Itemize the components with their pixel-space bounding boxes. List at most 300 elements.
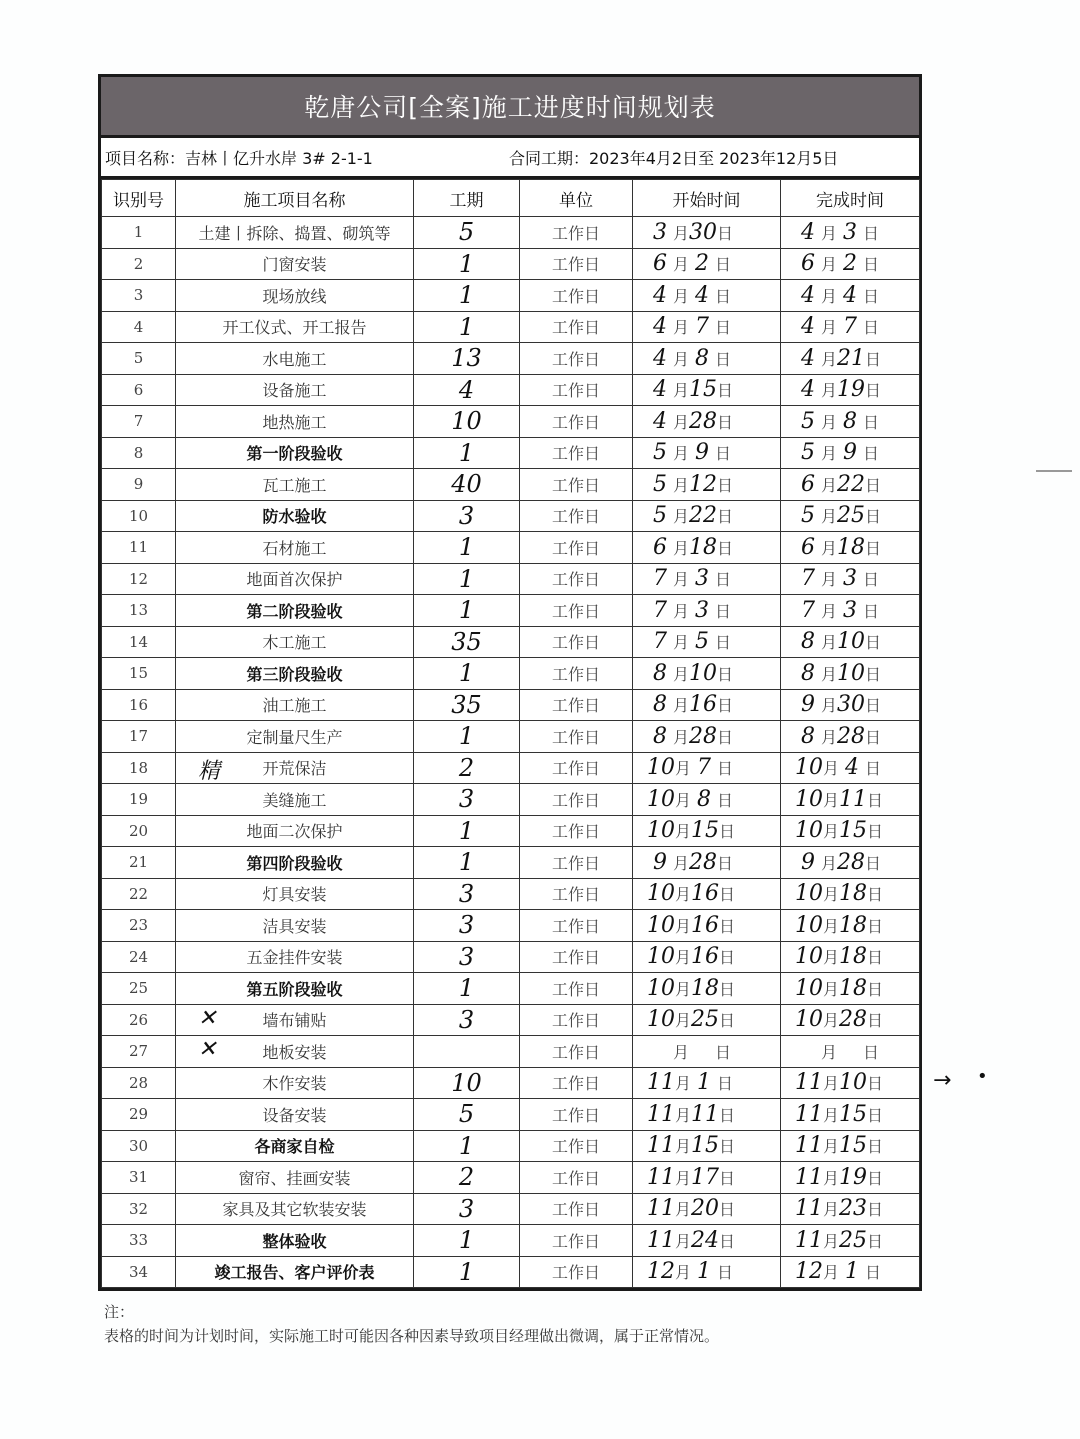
unit: 工作日 <box>520 1099 633 1131</box>
month-label: 月 <box>823 759 840 779</box>
end-date <box>781 1067 920 1099</box>
row-id: 13 <box>102 595 176 627</box>
day-label: 日 <box>717 475 734 495</box>
table-row <box>102 626 920 658</box>
task-name <box>176 1004 414 1036</box>
header-task-name: 施工项目名称 <box>176 180 414 217</box>
month-label: 月 <box>673 1042 690 1062</box>
table-row <box>102 1067 920 1099</box>
duration <box>414 1036 520 1068</box>
task-name-text: 地板安装 <box>262 1042 327 1062</box>
start-date <box>633 343 781 375</box>
table-row <box>102 248 920 280</box>
task-name <box>176 689 414 721</box>
end-date <box>781 563 920 595</box>
start-date-month: 7 <box>653 597 667 623</box>
start-date <box>633 1036 781 1068</box>
end-date-day: 9 <box>843 440 858 466</box>
task-name-text: 土建丨拆除、捣置、砌筑等 <box>198 223 391 243</box>
footnote-heading: 注： <box>104 1303 135 1321</box>
unit: 工作日 <box>520 815 633 847</box>
start-date-day: 5 <box>695 629 710 655</box>
month-label: 月 <box>823 1011 840 1031</box>
end-date-month: 11 <box>795 1196 823 1222</box>
month-label: 月 <box>823 790 840 810</box>
start-date <box>633 437 781 469</box>
month-label: 月 <box>823 979 840 999</box>
row-id: 19 <box>102 784 176 816</box>
day-label: 日 <box>863 570 880 590</box>
duration: 1 <box>414 847 520 879</box>
task-name-text: 石材施工 <box>262 538 327 558</box>
table-row <box>102 217 920 249</box>
month-label: 月 <box>673 444 690 464</box>
day-label: 日 <box>719 1200 736 1220</box>
task-name <box>176 1193 414 1225</box>
task-name <box>176 437 414 469</box>
task-name-text: 整体验收 <box>262 1231 327 1251</box>
start-date-month: 4 <box>653 408 667 434</box>
end-date-month: 8 <box>801 629 815 655</box>
duration: 3 <box>414 910 520 942</box>
end-date-day: 11 <box>839 786 868 812</box>
month-label: 月 <box>821 538 838 558</box>
end-date-month: 4 <box>801 314 815 340</box>
duration: 5 <box>414 1099 520 1131</box>
end-date-month: 10 <box>795 818 823 844</box>
end-date-month: 10 <box>795 975 823 1001</box>
duration: 1 <box>414 1225 520 1257</box>
table-header-row <box>102 180 920 217</box>
duration: 35 <box>414 626 520 658</box>
end-date-month: 10 <box>795 881 823 907</box>
end-date <box>781 500 920 532</box>
day-label: 日 <box>865 1263 882 1283</box>
day-label: 日 <box>865 381 882 401</box>
end-date-month: 4 <box>801 345 815 371</box>
start-date <box>633 469 781 501</box>
month-label: 月 <box>821 381 838 401</box>
duration: 1 <box>414 595 520 627</box>
handwritten-mark-icon: ✕ <box>198 1005 217 1031</box>
unit: 工作日 <box>520 658 633 690</box>
month-label: 月 <box>673 538 690 558</box>
month-label: 月 <box>675 790 692 810</box>
day-label: 日 <box>867 1074 884 1094</box>
start-date-month: 4 <box>653 345 667 371</box>
unit: 工作日 <box>520 1193 633 1225</box>
row-id: 22 <box>102 878 176 910</box>
start-date <box>633 406 781 438</box>
end-date-day: 28 <box>837 849 866 875</box>
end-date <box>781 815 920 847</box>
task-name-text: 第一阶段验收 <box>246 444 343 464</box>
footnote-text: 表格的时间为计划时间，实际施工时可能因各种因素导致项目经理做出微调，属于正常情况。 <box>104 1327 720 1345</box>
day-label: 日 <box>715 633 732 653</box>
row-id: 23 <box>102 910 176 942</box>
task-name <box>176 248 414 280</box>
task-name <box>176 1225 414 1257</box>
month-label: 月 <box>675 1011 692 1031</box>
duration: 3 <box>414 784 520 816</box>
start-date-month: 12 <box>647 1259 675 1285</box>
task-name-text: 各商家自检 <box>254 1137 335 1157</box>
header-id: 识别号 <box>102 180 176 217</box>
end-date-day: 18 <box>839 881 868 907</box>
duration: 1 <box>414 973 520 1005</box>
start-date-day: 12 <box>689 471 718 497</box>
task-name <box>176 752 414 784</box>
table-row <box>102 689 920 721</box>
end-date-day: 19 <box>837 377 866 403</box>
month-label: 月 <box>823 916 840 936</box>
end-date-day: 28 <box>839 1007 868 1033</box>
row-id: 25 <box>102 973 176 1005</box>
month-label: 月 <box>823 1231 840 1251</box>
day-label: 日 <box>719 979 736 999</box>
end-date <box>781 311 920 343</box>
day-label: 日 <box>717 507 734 527</box>
end-date-day: 18 <box>839 975 868 1001</box>
start-date-day: 1 <box>697 1070 712 1096</box>
end-date <box>781 878 920 910</box>
task-name <box>176 532 414 564</box>
start-date-month: 6 <box>653 534 667 560</box>
end-date <box>781 469 920 501</box>
day-label: 日 <box>867 822 884 842</box>
table-row <box>102 847 920 879</box>
header-end-time: 完成时间 <box>781 180 920 217</box>
duration: 40 <box>414 469 520 501</box>
day-label: 日 <box>719 822 736 842</box>
unit: 工作日 <box>520 910 633 942</box>
header-unit: 单位 <box>520 180 633 217</box>
start-date <box>633 280 781 312</box>
start-date-day: 15 <box>689 377 718 403</box>
end-date-day: 28 <box>837 723 866 749</box>
start-date <box>633 1225 781 1257</box>
start-date <box>633 878 781 910</box>
day-label: 日 <box>867 885 884 905</box>
month-label: 月 <box>821 444 838 464</box>
day-label: 日 <box>717 696 734 716</box>
end-date <box>781 626 920 658</box>
duration: 3 <box>414 500 520 532</box>
task-name-text: 家具及其它软装安装 <box>222 1200 367 1220</box>
task-name-text: 定制量尺生产 <box>246 727 343 747</box>
task-name <box>176 311 414 343</box>
end-date <box>781 532 920 564</box>
day-label: 日 <box>719 1168 736 1188</box>
row-id: 18 <box>102 752 176 784</box>
table-row <box>102 878 920 910</box>
unit: 工作日 <box>520 1067 633 1099</box>
month-label: 月 <box>821 255 838 275</box>
table-row <box>102 910 920 942</box>
task-name <box>176 847 414 879</box>
row-id: 12 <box>102 563 176 595</box>
end-date-month: 5 <box>801 408 815 434</box>
row-id: 17 <box>102 721 176 753</box>
task-name <box>176 1099 414 1131</box>
end-date <box>781 847 920 879</box>
day-label: 日 <box>865 759 882 779</box>
start-date <box>633 1130 781 1162</box>
end-date-day: 1 <box>845 1259 860 1285</box>
month-label: 月 <box>673 507 690 527</box>
start-date-month: 5 <box>653 440 667 466</box>
start-date-month: 6 <box>653 251 667 277</box>
task-name-text: 洁具安装 <box>262 916 327 936</box>
unit: 工作日 <box>520 721 633 753</box>
table-row <box>102 1193 920 1225</box>
day-label: 日 <box>719 1137 736 1157</box>
unit: 工作日 <box>520 595 633 627</box>
end-date <box>781 1130 920 1162</box>
duration: 3 <box>414 1193 520 1225</box>
end-date <box>781 248 920 280</box>
end-date-month: 8 <box>801 723 815 749</box>
duration: 10 <box>414 406 520 438</box>
unit: 工作日 <box>520 311 633 343</box>
month-label: 月 <box>823 1168 840 1188</box>
month-label: 月 <box>673 696 690 716</box>
start-date <box>633 563 781 595</box>
end-date-day: 10 <box>837 629 866 655</box>
header-duration: 工期 <box>414 180 520 217</box>
table-row <box>102 437 920 469</box>
task-name <box>176 563 414 595</box>
end-date-day: 10 <box>837 660 866 686</box>
start-date <box>633 248 781 280</box>
day-label: 日 <box>715 318 732 338</box>
duration: 2 <box>414 752 520 784</box>
row-id: 20 <box>102 815 176 847</box>
duration: 1 <box>414 1130 520 1162</box>
duration: 3 <box>414 878 520 910</box>
end-date-day: 15 <box>839 1133 868 1159</box>
month-label: 月 <box>823 1105 840 1125</box>
row-id: 28 <box>102 1067 176 1099</box>
duration: 1 <box>414 532 520 564</box>
task-name <box>176 878 414 910</box>
month-label: 月 <box>673 255 690 275</box>
task-name <box>176 217 414 249</box>
start-date-day: 3 <box>695 597 710 623</box>
end-date <box>781 280 920 312</box>
day-label: 日 <box>717 381 734 401</box>
month-label: 月 <box>673 475 690 495</box>
task-name-text: 地面二次保护 <box>246 822 343 842</box>
end-date-month: 5 <box>801 503 815 529</box>
unit: 工作日 <box>520 626 633 658</box>
end-date-day: 15 <box>839 1101 868 1127</box>
table-row <box>102 973 920 1005</box>
row-id: 26 <box>102 1004 176 1036</box>
start-date <box>633 1193 781 1225</box>
start-date <box>633 910 781 942</box>
row-id: 16 <box>102 689 176 721</box>
end-date <box>781 406 920 438</box>
day-label: 日 <box>717 759 734 779</box>
month-label: 月 <box>673 570 690 590</box>
month-label: 月 <box>821 507 838 527</box>
end-date <box>781 689 920 721</box>
end-date-day: 25 <box>837 503 866 529</box>
task-name <box>176 1256 414 1288</box>
document-title: 乾唐公司[全案]施工进度时间规划表 <box>101 77 919 138</box>
day-label: 日 <box>865 853 882 873</box>
table-row <box>102 374 920 406</box>
start-date-month: 10 <box>647 912 675 938</box>
task-name-text: 灯具安装 <box>262 885 327 905</box>
row-id: 21 <box>102 847 176 879</box>
end-date-day: 8 <box>843 408 858 434</box>
unit: 工作日 <box>520 1256 633 1288</box>
month-label: 月 <box>673 727 690 747</box>
row-id: 14 <box>102 626 176 658</box>
task-name <box>176 721 414 753</box>
day-label: 日 <box>867 1231 884 1251</box>
start-date <box>633 752 781 784</box>
end-date-day: 3 <box>843 566 858 592</box>
day-label: 日 <box>867 979 884 999</box>
start-date-month: 4 <box>653 282 667 308</box>
start-date-day: 8 <box>697 786 712 812</box>
start-date-month: 10 <box>647 975 675 1001</box>
end-date-month: 11 <box>795 1133 823 1159</box>
month-label: 月 <box>673 633 690 653</box>
end-date-day: 10 <box>839 1070 868 1096</box>
start-date-month: 9 <box>653 849 667 875</box>
task-name-text: 竣工报告、客户评价表 <box>214 1263 375 1283</box>
end-date <box>781 1256 920 1288</box>
start-date <box>633 500 781 532</box>
day-label: 日 <box>715 286 732 306</box>
duration: 35 <box>414 689 520 721</box>
month-label: 月 <box>675 979 692 999</box>
end-date <box>781 941 920 973</box>
schedule-table <box>101 179 920 1288</box>
end-date <box>781 752 920 784</box>
start-date-month: 4 <box>653 314 667 340</box>
month-label: 月 <box>675 1074 692 1094</box>
task-name-text: 美缝施工 <box>262 790 327 810</box>
duration: 1 <box>414 563 520 595</box>
handwritten-mark-icon: ✕ <box>198 1037 217 1062</box>
task-name <box>176 500 414 532</box>
end-date-day: 23 <box>839 1196 868 1222</box>
day-label: 日 <box>867 1105 884 1125</box>
day-label: 日 <box>863 318 880 338</box>
month-label: 月 <box>673 381 690 401</box>
month-label: 月 <box>821 223 838 243</box>
month-label: 月 <box>823 1200 840 1220</box>
day-label: 日 <box>867 1011 884 1031</box>
duration: 1 <box>414 1256 520 1288</box>
month-label: 月 <box>675 1231 692 1251</box>
end-date <box>781 217 920 249</box>
day-label: 日 <box>719 1231 736 1251</box>
task-name <box>176 658 414 690</box>
start-date <box>633 658 781 690</box>
day-label: 日 <box>867 916 884 936</box>
table-row <box>102 815 920 847</box>
row-id: 7 <box>102 406 176 438</box>
end-date <box>781 437 920 469</box>
month-label: 月 <box>821 853 838 873</box>
unit: 工作日 <box>520 689 633 721</box>
task-name <box>176 1162 414 1194</box>
footnote <box>104 1300 719 1348</box>
start-date-day: 28 <box>689 408 718 434</box>
month-label: 月 <box>673 601 690 621</box>
table-row <box>102 658 920 690</box>
day-label: 日 <box>863 444 880 464</box>
row-id: 27 <box>102 1036 176 1068</box>
day-label: 日 <box>717 790 734 810</box>
duration: 3 <box>414 941 520 973</box>
row-id: 11 <box>102 532 176 564</box>
end-date <box>781 374 920 406</box>
day-label: 日 <box>863 223 880 243</box>
month-label: 月 <box>821 349 838 369</box>
start-date-day: 10 <box>689 660 718 686</box>
day-label: 日 <box>715 1042 732 1062</box>
unit: 工作日 <box>520 941 633 973</box>
end-date <box>781 658 920 690</box>
start-date-month: 5 <box>653 503 667 529</box>
task-name-text: 地热施工 <box>262 412 327 432</box>
task-name-text: 窗帘、挂画安装 <box>238 1168 351 1188</box>
task-name <box>176 1067 414 1099</box>
start-date-month: 8 <box>653 692 667 718</box>
duration: 1 <box>414 248 520 280</box>
day-label: 日 <box>863 601 880 621</box>
start-date <box>633 1004 781 1036</box>
table-row <box>102 406 920 438</box>
month-label: 月 <box>821 318 838 338</box>
end-date-day: 4 <box>845 755 860 781</box>
start-date-month: 4 <box>653 377 667 403</box>
end-date-month: 4 <box>801 377 815 403</box>
end-date-day: 3 <box>843 219 858 245</box>
unit: 工作日 <box>520 374 633 406</box>
start-date-month: 11 <box>647 1070 675 1096</box>
table-row <box>102 1099 920 1131</box>
unit: 工作日 <box>520 1162 633 1194</box>
day-label: 日 <box>715 601 732 621</box>
start-date <box>633 1256 781 1288</box>
month-label: 月 <box>821 475 838 495</box>
month-label: 月 <box>821 1042 838 1062</box>
task-name-text: 瓦工施工 <box>262 475 327 495</box>
duration: 1 <box>414 311 520 343</box>
month-label: 月 <box>675 822 692 842</box>
start-date-month: 3 <box>653 219 667 245</box>
day-label: 日 <box>719 948 736 968</box>
row-id: 10 <box>102 500 176 532</box>
start-date-month: 11 <box>647 1133 675 1159</box>
start-date-day: 15 <box>691 818 720 844</box>
task-name <box>176 784 414 816</box>
task-name <box>176 406 414 438</box>
task-name <box>176 941 414 973</box>
row-id: 29 <box>102 1099 176 1131</box>
end-date-day: 4 <box>843 282 858 308</box>
end-date-month: 6 <box>801 471 815 497</box>
month-label: 月 <box>673 349 690 369</box>
